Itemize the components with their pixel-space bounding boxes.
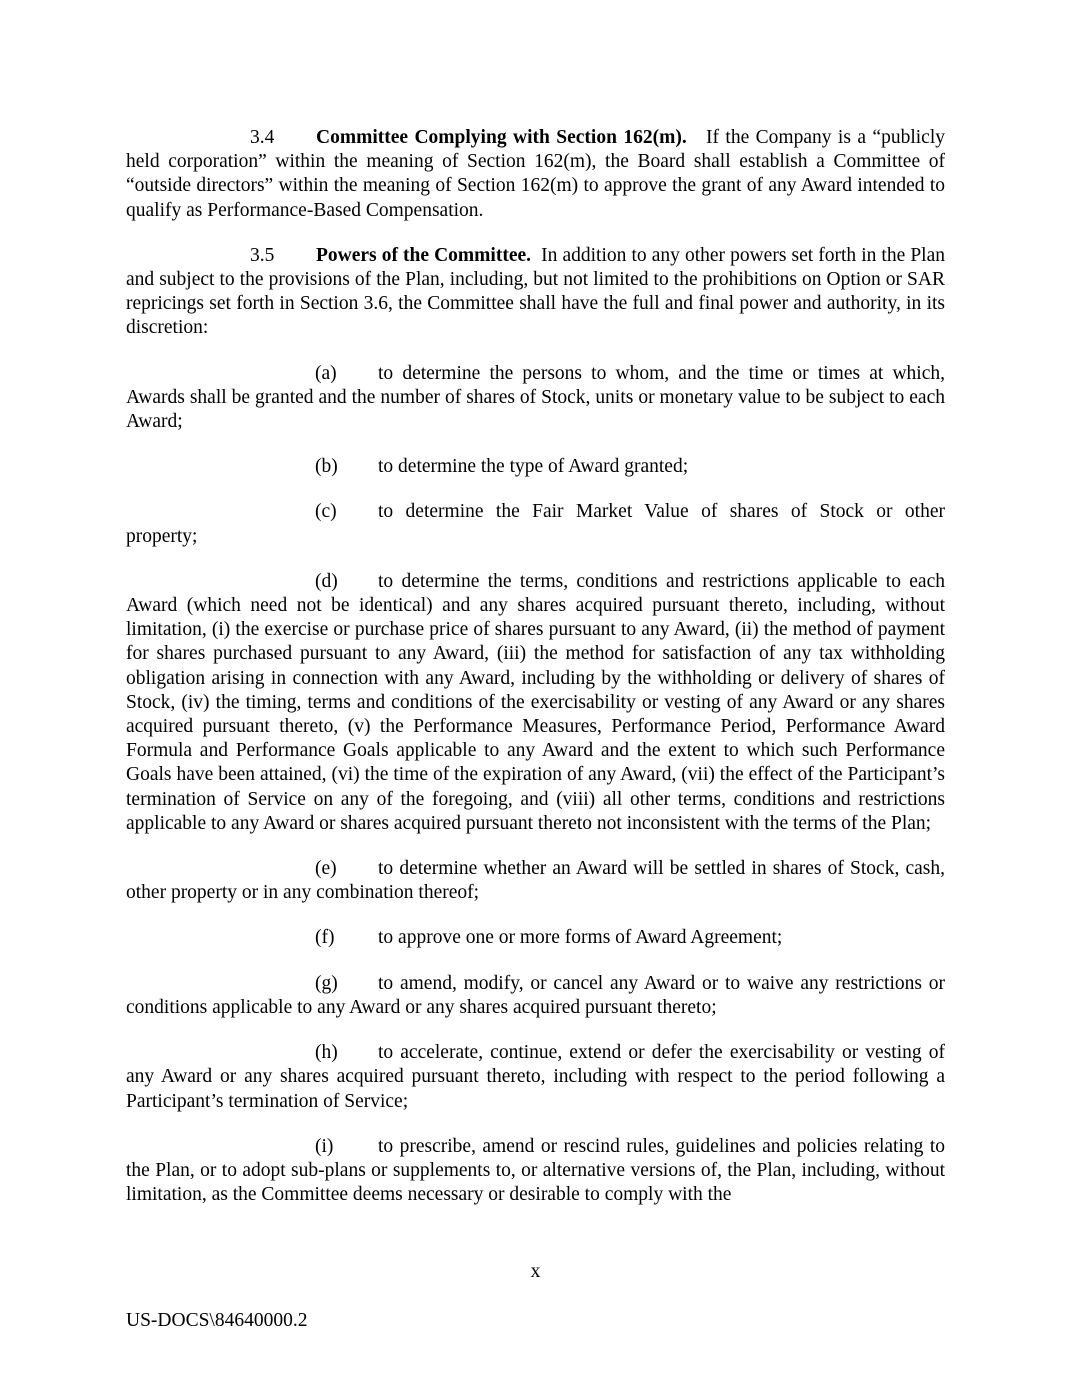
section-body: If the Company is a “publicly held corporation” within the meaning of Section 162(m), the Board shall establish a Committee of “outside directors” within the meaning of Section 162(m) to approve the grant of any Award intended to qualify as Performance-Based Compensation. (126, 127, 945, 221)
list-item-a (126, 362, 945, 435)
list-item-i (126, 1135, 945, 1208)
list-item-e (126, 857, 945, 905)
item-label: (c) (315, 501, 337, 523)
page-number: x (530, 1261, 541, 1282)
item-text: to determine the persons to whom, and the time or times at which, Awards shall be granted and the number of shares of Stock, units or monetary value to be subject to each Award; (126, 362, 945, 433)
item-label: (h) (315, 1042, 338, 1064)
item-text: to determine the type of Award granted; (378, 456, 689, 478)
item-continuation: property; (126, 525, 198, 547)
item-label: (b) (315, 456, 338, 478)
page-body (126, 126, 945, 1228)
item-label: (e) (315, 858, 337, 880)
list-item-g (126, 972, 945, 1020)
item-text: to amend, modify, or cancel any Award or to waive any restrictions or conditions applicable to any Award or any shares acquired pursuant thereto; (126, 972, 945, 1018)
list-item-h (126, 1041, 945, 1114)
section-heading: Powers of the Committee. (316, 244, 532, 266)
item-label: (f) (315, 927, 335, 949)
list-item-f (126, 926, 945, 950)
list-item-b (126, 455, 945, 479)
section-number: 3.4 (250, 127, 275, 148)
section-body: In addition to any other powers set forth in the Plan and subject to the provisions of the Plan, including, but not limited to the prohibitions on Option or SAR repricings set forth in Section 3.6, the Committee shall have the full and final power and authority, in its discretion: (126, 244, 945, 339)
section-heading: Committee Complying with Section 162(m). (316, 127, 687, 148)
item-label: (g) (315, 972, 338, 994)
item-text: to accelerate, continue, extend or defer the exercisability or vesting of any Award or any shares acquired pursuant thereto, including with respect to the period following a Participant’s termination of Service; (126, 1042, 945, 1112)
item-label: (i) (315, 1135, 334, 1157)
list-item-c (126, 500, 945, 524)
list-item-d (126, 570, 945, 836)
list-item-c-continuation (126, 525, 945, 549)
item-label: (a) (315, 362, 337, 384)
section-3-5-paragraph (126, 244, 945, 341)
document-id: US-DOCS\84640000.2 (126, 1310, 308, 1331)
item-label: (d) (315, 570, 338, 592)
section-number: 3.5 (250, 244, 275, 266)
item-text: to determine the terms, conditions and restrictions applicable to each Award (which need not be identical) and any shares acquired pursuant thereto, including, without limitation, (i) the exercise or purchase price of shares pursuant to any Award, (ii) the method of payment for shares purchased pursuant to any Award, (iii) the method for satisfaction of any tax withholding obligation arising in connection with any Award, including by the withholding or delivery of shares of Stock, (iv) the timing, terms and conditions of the exercisability or vesting of any Award or any shares acquired pursuant thereto, (v) the Performance Measures, Performance Period, Performance Award Formula and Performance Goals applicable to any Award and the extent to which such Performance Goals have been attained, (vi) the time of the expiration of any Award, (vii) the effect of the Participant’s termination of Service on any of the foregoing, and (viii) all other terms, conditions and restrictions applicable to any Award or shares acquired pursuant thereto not inconsistent with the terms of the Plan; (126, 570, 945, 834)
item-text: to prescribe, amend or rescind rules, guidelines and policies relating to the Plan, or to adopt sub-plans or supplements to, or alternative versions of, the Plan, including, without limitation, as the Committee deems necessary or desirable to comply with the (126, 1135, 945, 1206)
section-3-4-paragraph (126, 126, 945, 223)
item-text: to determine the Fair Market Value of shares of Stock or other (378, 501, 945, 523)
item-text: to determine whether an Award will be settled in shares of Stock, cash, other property or in any combination thereof; (126, 858, 945, 904)
item-text: to approve one or more forms of Award Agreement; (378, 927, 783, 949)
